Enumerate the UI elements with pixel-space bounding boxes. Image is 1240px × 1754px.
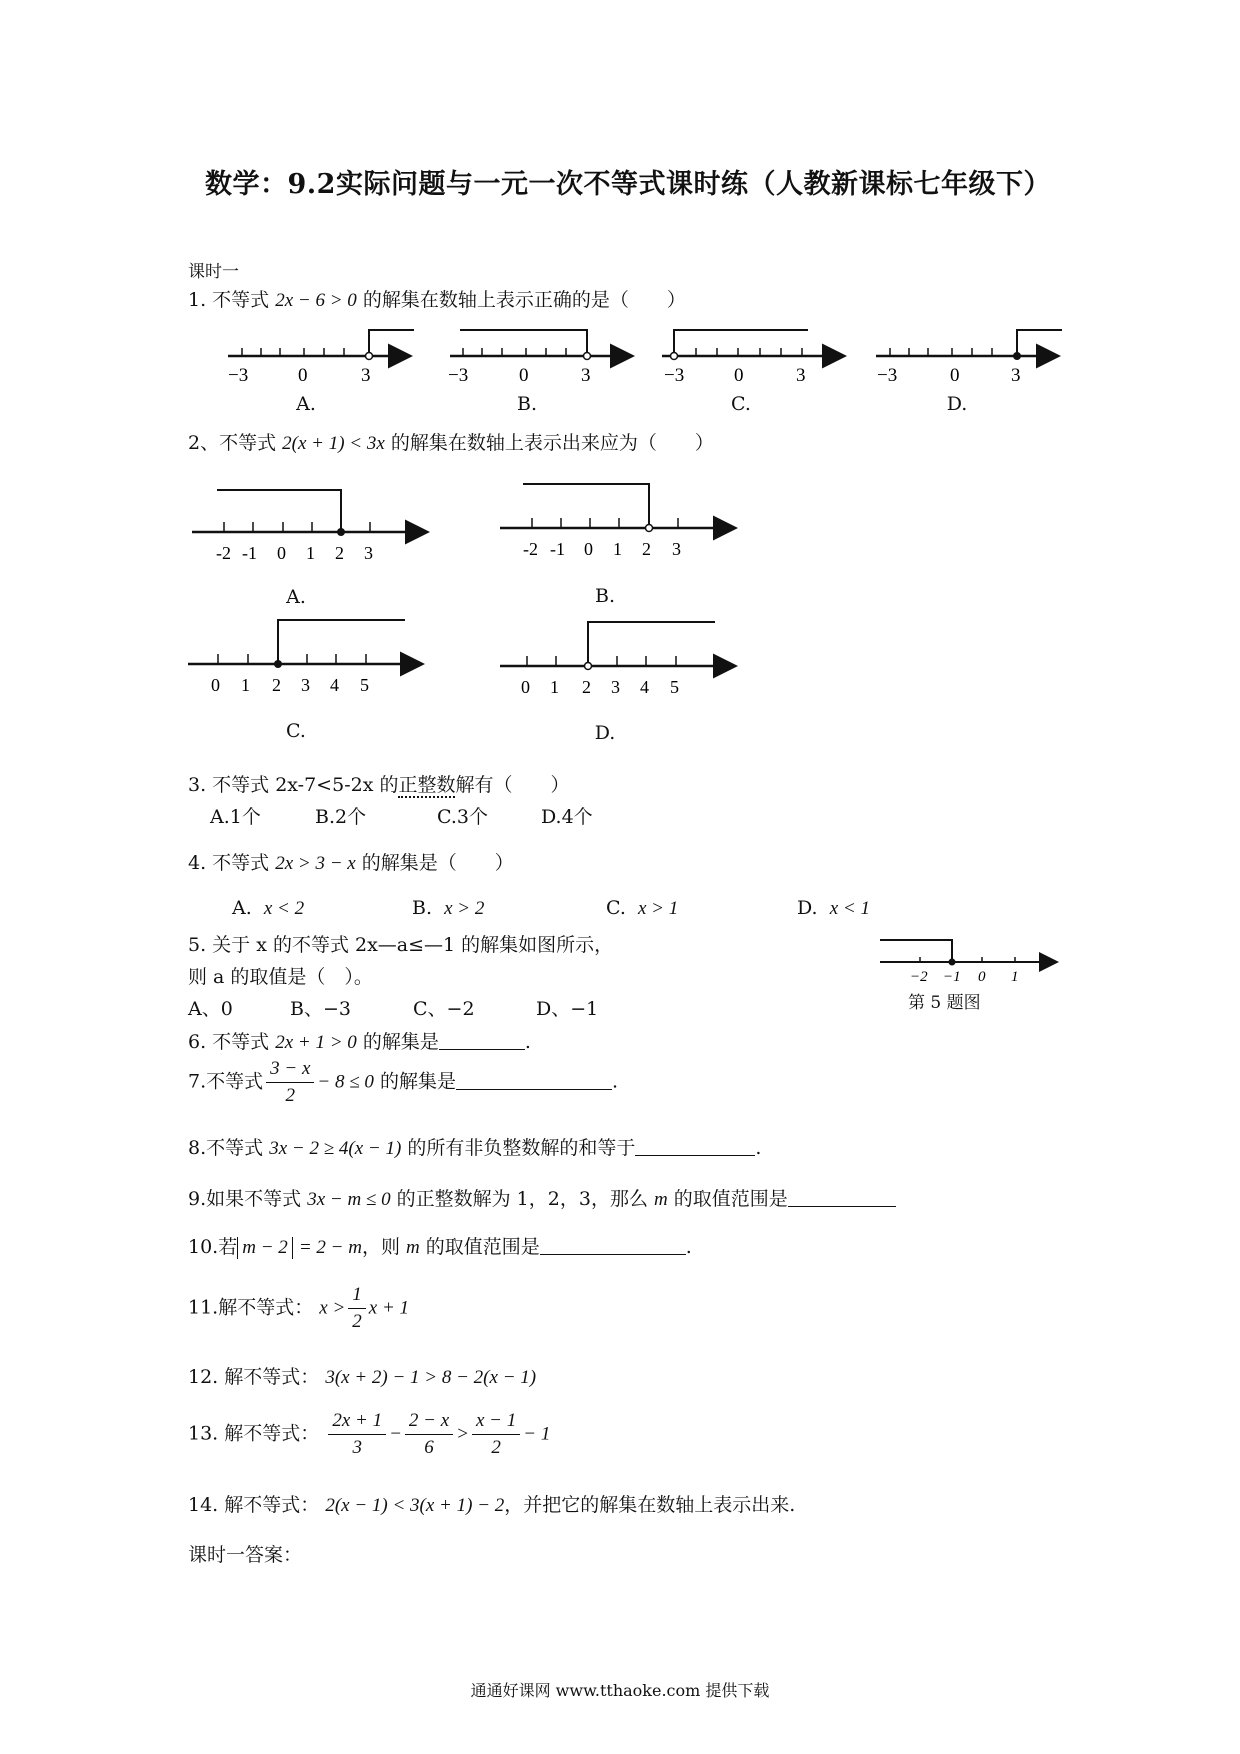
question-1: 1. 不等式 2x − 6 > 0 的解集在数轴上表示正确的是（ ） bbox=[188, 289, 686, 311]
q1-option-d-line bbox=[876, 330, 1062, 386]
page-title: 数学：9.2实际问题与一元一次不等式课时练（人教新课标七年级下） bbox=[205, 169, 1051, 200]
tick-label: 3 bbox=[611, 677, 620, 697]
q5-figure-caption: 第 5 题图 bbox=[908, 993, 981, 1013]
q5-option-c: C、−2 bbox=[413, 998, 475, 1020]
tick-label: 1 bbox=[613, 539, 622, 559]
q2-option-a-label: A. bbox=[286, 586, 306, 608]
tick-label: −3 bbox=[448, 365, 469, 386]
q3-option-d: D.4个 bbox=[541, 806, 593, 828]
tick-label: 2 bbox=[272, 675, 281, 695]
q2-option-d-label: D. bbox=[594, 722, 616, 744]
q2-option-c-label: C. bbox=[286, 720, 306, 742]
answer-blank[interactable] bbox=[635, 1137, 755, 1156]
tick-label: −3 bbox=[877, 365, 898, 386]
tick-label: 2 bbox=[642, 539, 651, 559]
section-label: 课时一 bbox=[188, 262, 239, 282]
tick-label: 0 bbox=[584, 539, 593, 559]
q5-number-line bbox=[870, 930, 1070, 990]
tick-label: 0 bbox=[734, 365, 744, 386]
q2-number-lines bbox=[0, 470, 760, 760]
q4-option-a: A. x < 2 bbox=[232, 897, 305, 919]
tick-label: 3 bbox=[672, 539, 681, 559]
q4-option-b: B. x > 2 bbox=[412, 897, 485, 919]
question-9: 9.如果不等式 3x − m ≤ 0 的正整数解为 1，2，3，那么 m 的取值范围是 bbox=[188, 1184, 896, 1211]
tick-label: 4 bbox=[640, 677, 649, 697]
tick-label: 0 bbox=[950, 365, 960, 386]
tick-label: 3 bbox=[1011, 365, 1021, 386]
tick-label: 3 bbox=[301, 675, 310, 695]
q1-option-b-label: B. bbox=[516, 393, 537, 415]
question-2: 2、不等式 2(x + 1) < 3x 的解集在数轴上表示出来应为（ ） bbox=[188, 432, 714, 454]
q2-option-d-line bbox=[500, 622, 733, 697]
answer-blank[interactable] bbox=[540, 1236, 686, 1255]
answer-blank[interactable] bbox=[456, 1071, 612, 1090]
q2-option-b-label: B. bbox=[594, 585, 615, 607]
answer-blank[interactable] bbox=[439, 1031, 525, 1050]
q4-option-d: D. x < 1 bbox=[797, 897, 870, 919]
tick-label: 4 bbox=[330, 675, 339, 695]
q1-option-c-line bbox=[662, 330, 842, 386]
q5-option-b: B、−3 bbox=[290, 998, 351, 1020]
tick-label: 0 bbox=[298, 365, 308, 386]
q1-option-d-label: D. bbox=[946, 393, 968, 415]
question-12: 12. 解不等式： 3(x + 2) − 1 > 8 − 2(x − 1) bbox=[188, 1366, 537, 1388]
question-14: 14. 解不等式： 2(x − 1) < 3(x + 1) − 2，并把它的解集在数轴上表示出来. bbox=[188, 1494, 796, 1516]
q1-option-a-line bbox=[228, 330, 414, 386]
footer-text: 通通好课网 www.tthaoke.com 提供下载 bbox=[470, 1681, 770, 1700]
question-10: 10.若 m − 2 = 2 − m，则 m 的取值范围是 . bbox=[188, 1236, 692, 1258]
tick-label: 0 bbox=[978, 969, 986, 985]
tick-label: −3 bbox=[664, 365, 685, 386]
q3-option-a: A.1个 bbox=[210, 806, 261, 828]
tick-label: -1 bbox=[242, 543, 257, 563]
question-4: 4. 不等式 2x > 3 − x 的解集是（ ） bbox=[188, 852, 514, 874]
tick-label: 3 bbox=[361, 365, 371, 386]
tick-label: 3 bbox=[364, 543, 373, 563]
tick-label: 0 bbox=[521, 677, 530, 697]
tick-label: 1 bbox=[1011, 969, 1019, 985]
q1-option-c-label: C. bbox=[731, 393, 751, 415]
tick-label: −3 bbox=[228, 365, 249, 386]
tick-label: 5 bbox=[670, 677, 679, 697]
q5-option-d: D、−1 bbox=[536, 998, 599, 1020]
question-5-line2: 则 a 的取值是（ ）。 bbox=[188, 966, 373, 988]
tick-label: 5 bbox=[360, 675, 369, 695]
tick-label: 3 bbox=[581, 365, 591, 386]
q2-option-c-line bbox=[188, 620, 420, 695]
tick-label: 2 bbox=[335, 543, 344, 563]
question-3: 3. 不等式 2x-7<5-2x 的正整数解有（ ） bbox=[188, 774, 570, 796]
q5-option-a: A、0 bbox=[188, 998, 233, 1020]
tick-label: −2 bbox=[910, 969, 928, 985]
answers-heading: 课时一答案： bbox=[188, 1544, 303, 1566]
question-7: 7.不等式 $\frac{3 - x}{2}$ − 8 ≤ 0 的解集是 . bbox=[188, 1058, 619, 1106]
tick-label: −1 bbox=[943, 969, 961, 985]
question-11: 11.解不等式： x > $\frac{1}{2}$ x + 1 bbox=[188, 1284, 410, 1332]
q1-option-b-line bbox=[448, 330, 630, 386]
q3-option-b: B.2个 bbox=[315, 806, 367, 828]
tick-label: 2 bbox=[582, 677, 591, 697]
question-8: 8.不等式 3x − 2 ≥ 4(x − 1) 的所有非负整数解的和等于 . bbox=[188, 1137, 762, 1159]
q3-option-c: C.3个 bbox=[437, 806, 488, 828]
question-13: 13. 解不等式： $\frac{2x + 1}{3}$ − $\frac{2 - x}{6}$ > $\frac{x - 1}{2}$ − 1 bbox=[188, 1410, 551, 1458]
tick-label: 0 bbox=[277, 543, 286, 563]
q1-option-a-label: A. bbox=[296, 393, 316, 415]
tick-label: 0 bbox=[211, 675, 220, 695]
question-6: 6. 不等式 2x + 1 > 0 的解集是 . bbox=[188, 1031, 531, 1053]
tick-label: 1 bbox=[550, 677, 559, 697]
tick-label: 0 bbox=[519, 365, 529, 386]
question-5-line1: 5. 关于 x 的不等式 2x—a≤—1 的解集如图所示， bbox=[188, 934, 614, 956]
tick-label: -1 bbox=[550, 539, 565, 559]
tick-label: 1 bbox=[306, 543, 315, 563]
answer-blank[interactable] bbox=[788, 1188, 896, 1207]
tick-label: -2 bbox=[216, 543, 231, 563]
q1-number-lines bbox=[0, 0, 1240, 430]
tick-label: -2 bbox=[523, 539, 538, 559]
tick-label: 3 bbox=[796, 365, 806, 386]
q2-option-a-line bbox=[192, 490, 425, 563]
tick-label: 1 bbox=[241, 675, 250, 695]
q2-option-b-line bbox=[500, 484, 733, 559]
q4-option-c: C. x > 1 bbox=[606, 897, 679, 919]
